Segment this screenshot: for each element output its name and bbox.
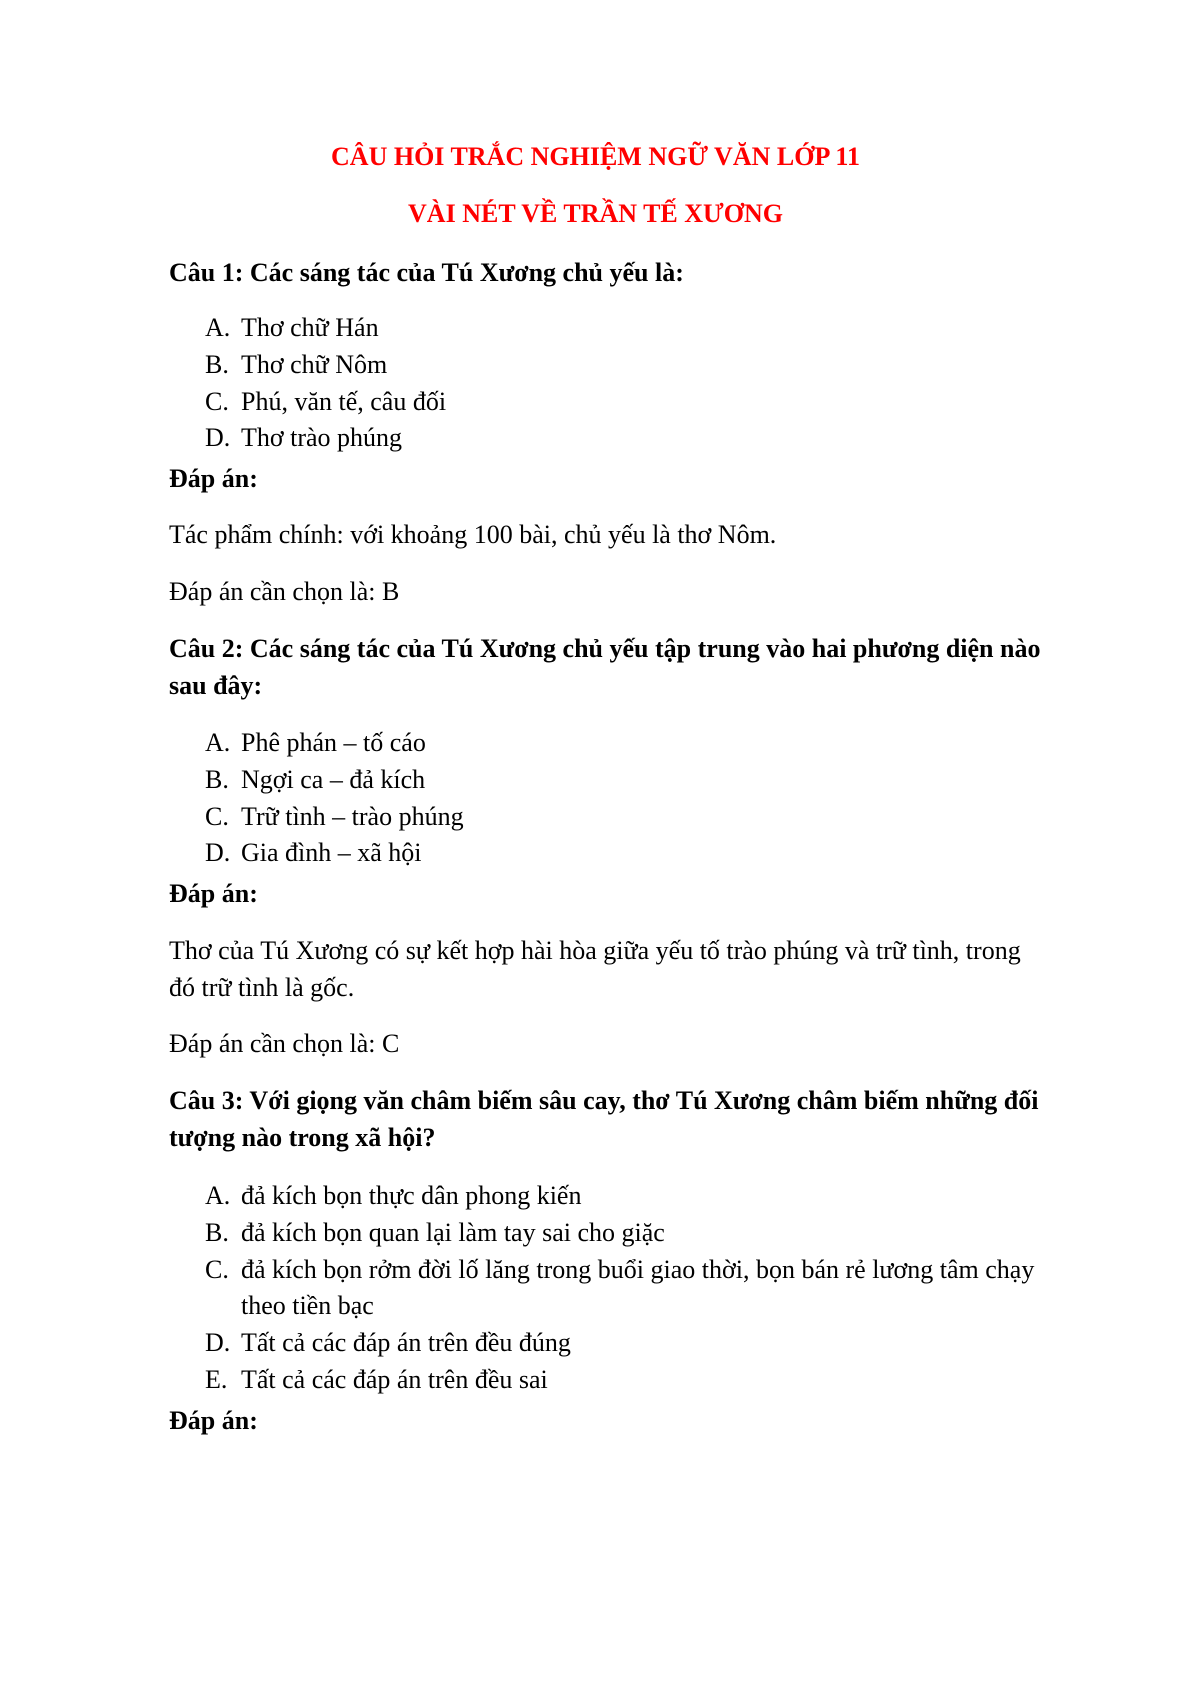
option-b: B. Ngợi ca – đả kích <box>205 764 426 794</box>
question-3: Câu 3: Với giọng văn châm biếm sâu cay, thơ Tú Xương châm biếm những đối tượng nào trong xã hội? <box>169 1086 1039 1152</box>
option-d: D. Gia đình – xã hội <box>205 838 422 868</box>
option-c: C. Phú, văn tế, câu đối <box>205 386 447 416</box>
question-1-options <box>205 310 1085 457</box>
option-a: A. Thơ chữ Hán <box>205 313 379 342</box>
document-subtitle: VÀI NÉT VỀ TRẦN TẾ XƯƠNG <box>408 199 783 228</box>
option-d: D. Tất cả các đáp án trên đều đúng <box>205 1328 571 1358</box>
question-3-options <box>205 1178 1085 1399</box>
question-2-options <box>205 725 1085 872</box>
option-e: E. Tất cả các đáp án trên đều sai <box>205 1364 548 1394</box>
option-c: C. đả kích bọn rởm đời lố lăng trong buổi giao thời, bọn bán rẻ lương tâm chạy theo tiền bạc <box>205 1254 1035 1321</box>
answer-label: Đáp án: <box>169 464 258 493</box>
explanation: Tác phẩm chính: với khoảng 100 bài, chủ yếu là thơ Nôm. <box>169 520 777 549</box>
option-a: A. đả kích bọn thực dân phong kiến <box>205 1181 582 1210</box>
option-b: B. đả kích bọn quan lại làm tay sai cho giặc <box>205 1217 665 1247</box>
question-2: Câu 2: Các sáng tác của Tú Xương chủ yếu tập trung vào hai phương diện nào sau đây: <box>169 634 1041 700</box>
answer-label: Đáp án: <box>169 879 258 908</box>
explanation: Thơ của Tú Xương có sự kết hợp hài hòa giữa yếu tố trào phúng và trữ tình, trong đó trữ tình là gốc. <box>169 936 1021 1002</box>
option-b: B. Thơ chữ Nôm <box>205 349 388 379</box>
correct-answer: Đáp án cần chọn là: C <box>169 1029 400 1058</box>
question-1: Câu 1: Các sáng tác của Tú Xương chủ yếu là: <box>169 258 684 287</box>
document-title: CÂU HỎI TRẮC NGHIỆM NGỮ VĂN LỚP 11 <box>331 142 860 171</box>
option-c: C. Trữ tình – trào phúng <box>205 801 464 831</box>
option-d: D. Thơ trào phúng <box>205 423 403 453</box>
correct-answer: Đáp án cần chọn là: B <box>169 577 400 606</box>
option-a: A. Phê phán – tố cáo <box>205 728 426 757</box>
answer-label: Đáp án: <box>169 1406 258 1435</box>
